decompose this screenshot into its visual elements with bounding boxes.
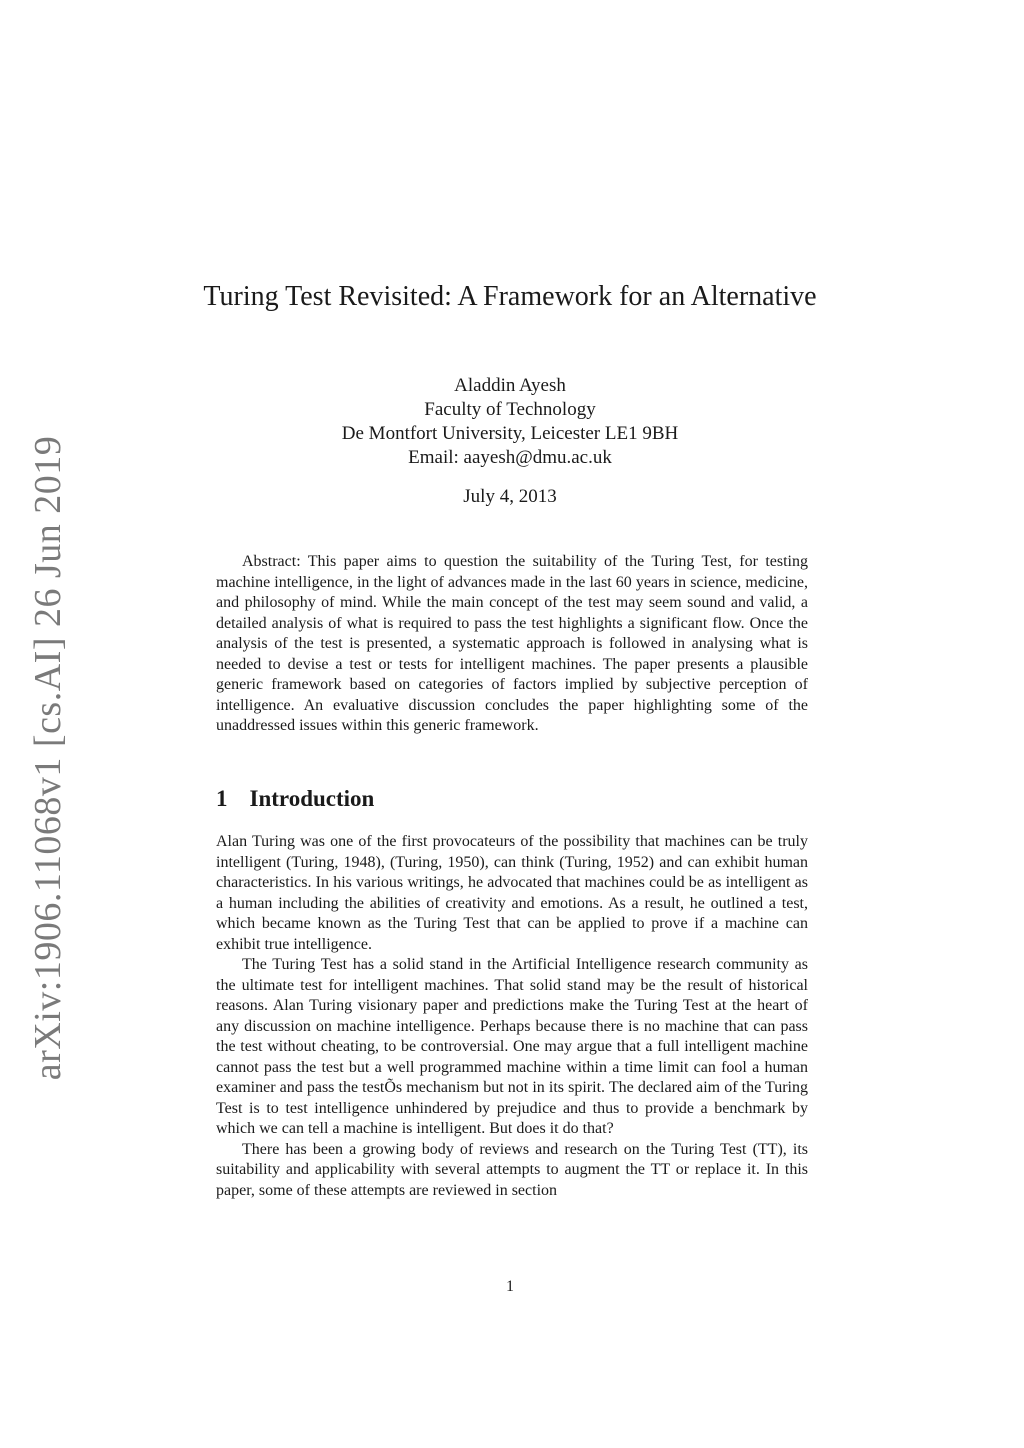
author-name: Aladdin Ayesh — [454, 375, 566, 396]
section-heading — [216, 786, 374, 812]
paper-date: July 4, 2013 — [463, 486, 557, 507]
paragraph-2: The Turing Test has a solid stand in the Artificial Intelligence research community as the ultimate test for intelligent machines. That solid stand may be the result of historical reasons. Alan Turing visionary paper and predictions make the Turing Test at the heart of any discussion on machine intelligence. Perhaps because there is no machine that can pass the test without cheating, to be controversial. One may argue that a full intelligent machine cannot pass the test but a well programmed machine within a time limit can fool a human examiner and pass the testÕs mechanism but not in its spirit. The declared aim of the Turing Test is to test intelligence unhindered by prejudice and thus to provide a benchmark by which we can tell a machine is intelligent. But does it do that? — [216, 956, 808, 1137]
abstract: Abstract: This paper aims to question the suitability of the Turing Test, for testing machine intelligence, in the light of advances made in the last 60 years in science, medicine, and philosophy of mind. While the main concept of the test may seem sound and valid, a detailed analysis of what is required to pass the test highlights a significant flow. Once the analysis of the test is presented, a systematic approach is followed in analysing what is needed to devise a test or tests for intelligent machines. The paper presents a plausible generic framework based on categories of factors implied by subjective perception of intelligence. An evaluative discussion concludes the paper highlighting some of the unaddressed issues within this generic framework. — [216, 553, 808, 734]
section-title: Introduction — [249, 786, 375, 811]
paper-title: Turing Test Revisited: A Framework for an Alternative — [203, 281, 817, 312]
page-number: 1 — [506, 1278, 514, 1295]
author-email: Email: aayesh@dmu.ac.uk — [408, 447, 612, 468]
section-body — [216, 832, 808, 1201]
author-block — [200, 374, 820, 470]
paragraph-3: There has been a growing body of reviews and research on the Turing Test (TT), its suitability and applicability with several attempts to augment the TT or replace it. In this paper, some of these attempts are reviewed in section — [216, 1140, 808, 1199]
section-number: 1 — [216, 786, 228, 811]
paragraph-1: Alan Turing was one of the first provocateurs of the possibility that machines can be truly intelligent (Turing, 1948), (Turing, 1950), can think (Turing, 1952) and can exhibit human characteristics. In his various writings, he advocated that machines could be as intelligent as a human including the abilities of creativity and emotions. As a result, he outlined a test, which became known as the Turing Test that can be applied to prove if a machine can exhibit true intelligence. — [216, 833, 808, 953]
arxiv-stamp: arXiv:1906.11068v1 [cs.AI] 26 Jun 2019 — [27, 435, 69, 1081]
author-institution: De Montfort University, Leicester LE1 9BH — [341, 423, 679, 444]
author-department: Faculty of Technology — [424, 399, 596, 420]
